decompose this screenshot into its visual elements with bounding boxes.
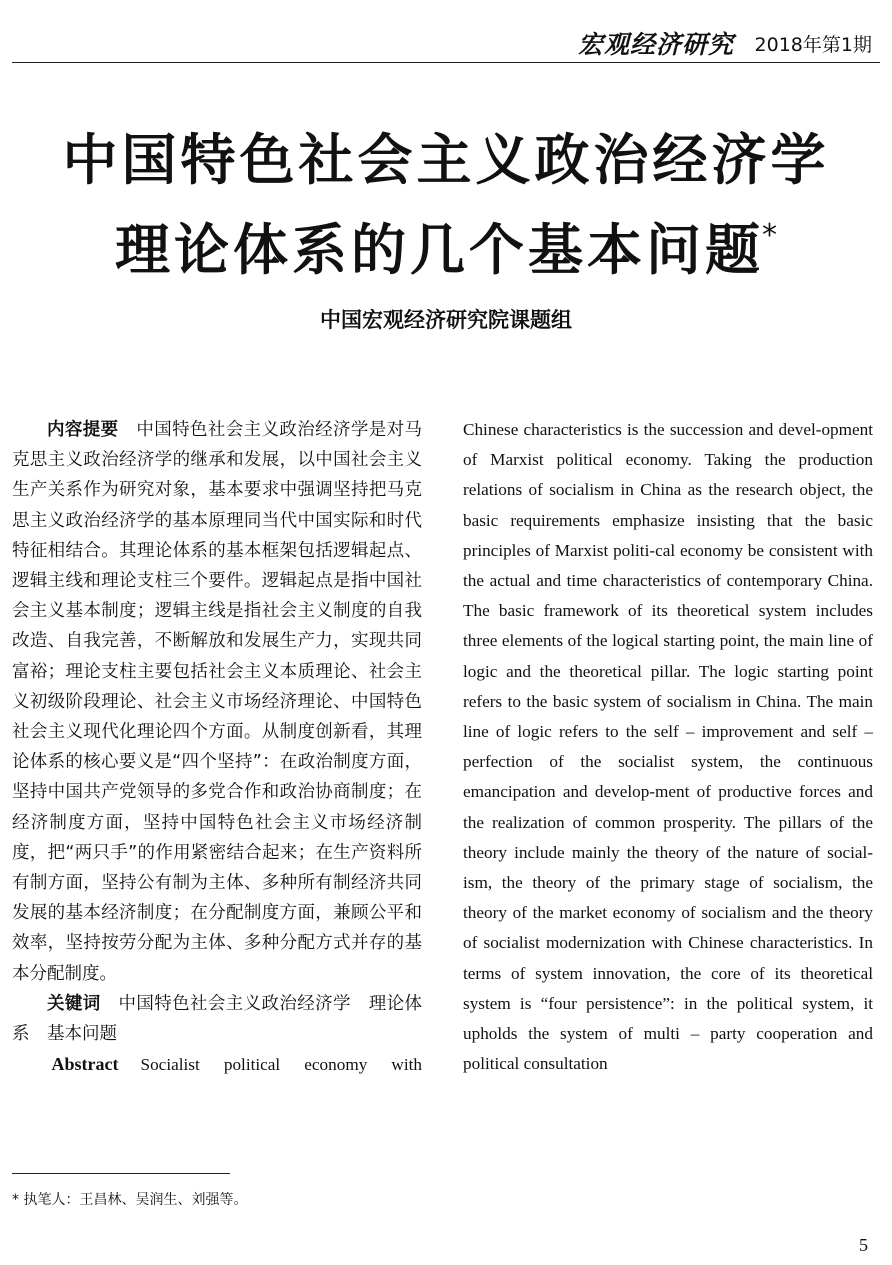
abstract-label: Abstract: [51, 1054, 119, 1075]
author-line: 中国宏观经济研究院课题组: [320, 308, 572, 332]
header-divider: [12, 62, 880, 63]
title-line-2-text: 理论体系的几个基本问题: [114, 218, 764, 282]
abstract-continued: Chinese characteristics is the succession and devel-opment of Marxist political economy. Taking the production relations of socialism in China as the research object, the basic requirements emphasize insisting that the basic principles of Marxist politi-cal economy be consistent with the actual and time characteristics of contemporary China. The basic framework of its theoretical system includes three elements of the logical starting point, the main line of logic and the theoretical pillar. The logic starting point refers to the basic system of socialism in China. The main line of logic refers to the self – improvement and self – perfection of the socialist system, the continuous emancipation and develop-ment of productive forces and the realization of common prosperity. The pillars of the theory include mainly the theory of the nature of social-ism, the theory of the primary stage of socialism, the theory of the market economy of socialism and the theory of socialist modernization with Chinese characteristics. In terms of system innovation, the core of its theoretical system is “four persistence”: in the political system, it upholds the system of multi – party cooperation and political consultation: [463, 420, 873, 1074]
footnote: * 执笔人：王昌林、吴润生、刘强等。: [12, 1192, 248, 1208]
issue-label: 2018年第1期: [754, 34, 872, 56]
keywords-label: 关键词: [47, 993, 101, 1014]
page-number: 5: [859, 1235, 868, 1255]
keywords-text: 中国特色社会主义政治经济学 理论体系 基本问题: [12, 993, 422, 1045]
keywords-paragraph: [12, 989, 422, 1049]
abstract-first-line: [12, 1049, 422, 1080]
summary-text: 中国特色社会主义政治经济学是对马克思主义政治经济学的继承和发展，以中国社会主义生产关系作为研究对象，基本要求中强调坚持把马克思主义政治经济学的基本原理同当代中国实际和时代特征相结合。其理论体系的基本框架包括逻辑起点、逻辑主线和理论支柱三个要件。逻辑起点是指中国社会主义基本制度；逻辑主线是指社会主义制度的自我改造、自我完善，不断解放和发展生产力，实现共同富裕；理论支柱主要包括社会主义本质理论、社会主义初级阶段理论、社会主义市场经济理论、中国特色社会主义现代化理论四个方面。从制度创新看，其理论体系的核心要义是“四个坚持”：在政治制度方面，坚持中国共产党领导的多党合作和政治协商制度；在经济制度方面，坚持中国特色社会主义市场经济制度，把“两只手”的作用紧密结合起来；在生产资料所有制方面，坚持公有制为主体、多种所有制经济共同发展的基本经济制度；在分配制度方面，兼顾公平和效率，坚持按劳分配为主体、多种分配方式并存的基本分配制度。: [12, 420, 422, 984]
title-footnote-mark: *: [762, 218, 777, 253]
right-column: [463, 415, 873, 1079]
abstract-first-text: Socialist political economy with: [140, 1055, 422, 1075]
title-line-1: 中国特色社会主义政治经济学: [62, 128, 830, 192]
footnote-divider: [12, 1173, 230, 1174]
journal-name: 宏观经济研究: [577, 30, 734, 59]
summary-paragraph: [12, 415, 422, 989]
left-column: [12, 415, 422, 1080]
title-line-2: [0, 198, 892, 288]
article-title: [0, 122, 892, 288]
summary-label: 内容提要: [47, 420, 119, 440]
